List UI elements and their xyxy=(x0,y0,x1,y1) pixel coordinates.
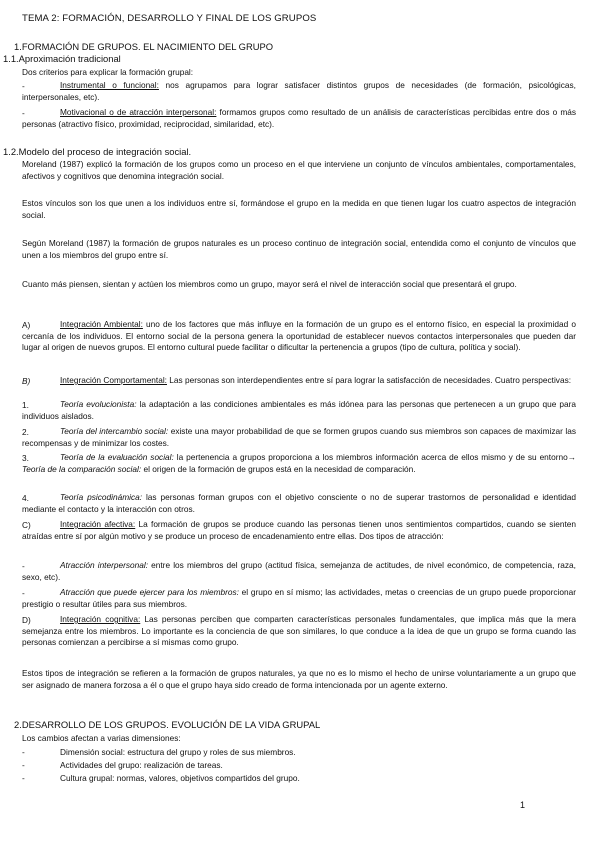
paragraph-formacion-natural: Según Moreland (1987) la formación de grupos naturales es un proceso continuo de integración social, entendida como el conjunto de vínculos que unen a los miembros del grupo entre sí. xyxy=(22,238,576,260)
teoria-evaluacion-social: Teoría de la evaluación social: la pertenencia a grupos proporciona a los miembros información acerca de ellos mismo y de su entorno→ Teoría de la comparación social: el origen de la formación de grupos está en la necesidad de comparación. xyxy=(22,452,576,474)
list-item: Dimensión social: estructura del grupo y roles de sus miembros. xyxy=(60,747,296,757)
teoria-intercambio-social: Teoría del intercambio social: existe una mayor probabilidad de que se formen grupos cuando sus miembros son capaces de maximizar las recompensas y de minimizar los costes. xyxy=(22,426,577,448)
teoria-evolucionista: Teoría evolucionista: la adaptación a las condiciones ambientales es más idónea para las personas que pertenecen a un grupo que para individuos aislados. xyxy=(22,399,576,421)
bullet-dash: - xyxy=(22,108,25,118)
section-1-1-intro: Dos criterios para explicar la formación grupal: xyxy=(22,67,194,77)
atraccion-interpersonal: Atracción interpersonal: entre los miembros del grupo (actitud física, semejanza de actitudes, de nivel económico, de competencia, raza, sexo, etc). xyxy=(22,560,576,582)
section-2-heading: 2.DESARROLLO DE LOS GRUPOS. EVOLUCIÓN DE LA VIDA GRUPAL xyxy=(14,719,321,730)
perspective-number: 2. xyxy=(22,427,29,437)
perspective-number: 3. xyxy=(22,453,29,463)
paragraph-tipos-integracion: Estos tipos de integración se refieren a la formación de grupos naturales, ya que no es lo mismo el hecho de unirse voluntariamente a un grupo que ser asignado de manera forzosa a él o que el grupo haya sido creado de forma intencionada por un agente externo. xyxy=(22,668,576,690)
page-number: 1 xyxy=(520,800,526,810)
perspective-number: 4. xyxy=(22,493,29,503)
teoria-psicodinamica: Teoría psicodinámica: las personas forman grupos con el objetivo consciente o no de superar trastornos de personalidad e identidad mediante el contacto y la interacción con otros. xyxy=(22,492,576,514)
bullet-dash: - xyxy=(22,760,25,770)
paragraph-interaccion: Cuanto más piensen, sientan y actúen los miembros como un grupo, mayor será el nivel de interacción social que presentará el grupo. xyxy=(22,279,517,289)
integracion-afectiva: Integración afectiva: La formación de grupos se produce cuando las personas tienen unos sentimientos compartidos, cuando se sienten atraídas entre sí por algún motivo y se produce un proceso de encadenamiento entre ellas. Dos tipos de atracción: xyxy=(22,519,576,541)
criterion-motivacional: Motivacional o de atracción interpersonal: formamos grupos como resultado de un análisis de características percibidas entre dos o más personas (atractivo físico, proximidad, reciprocidad, similaridad, etc). xyxy=(22,107,576,129)
bullet-dash: - xyxy=(22,81,25,91)
bullet-dash: - xyxy=(22,747,25,757)
integracion-ambiental: Integración Ambiental: uno de los factores que más influye en la formación de un grupo es el entorno físico, en especial la proximidad o cercanía de los individuos. El entorno social de la persona genera la oportunidad de establecer nuevos contactos interpersonales que pueden dar lugar al origen de nuevos grupos. El entorno cultural puede facilitar o dificultar la pertenencia a grupos (tipo de cultura, política y social). xyxy=(22,319,576,353)
section-1-heading: 1.FORMACIÓN DE GRUPOS. EL NACIMIENTO DEL GRUPO xyxy=(14,41,274,52)
section-1-1-heading: 1.1.Aproximación tradicional xyxy=(3,53,121,64)
integracion-comportamental: Integración Comportamental: Las personas son interdependientes entre sí para lograr la satisfacción de necesidades. Cuatro perspectivas: xyxy=(60,375,572,385)
atraccion-grupo: Atracción que puede ejercer para los miembros: el grupo en sí mismo; las actividades, metas o creencias de un grupo puede proporcionar prestigio o resultar útiles para sus miembros. xyxy=(22,587,576,609)
item-label-c: C) xyxy=(22,520,31,530)
section-2-intro: Los cambios afectan a varias dimensiones: xyxy=(22,733,181,743)
item-label-a: A) xyxy=(22,320,31,330)
integracion-cognitiva: Integración cognitiva: Las personas perciben que comparten características personales fundamentales, que implica más que la mera semejanza entre los miembros. Lo importante es la conciencia de que son similares, lo que conduce a la idea de que un grupo se forma cuando las personas comienzan a percibirse a sí mismas como grupo. xyxy=(22,614,576,648)
term-instrumental: Instrumental o funcional: xyxy=(60,80,159,90)
item-label-b: B) xyxy=(22,376,31,386)
item-label-d: D) xyxy=(22,615,31,625)
bullet-dash: - xyxy=(22,588,25,598)
criterion-instrumental: Instrumental o funcional: nos agrupamos para lograr satisfacer distintos grupos de necesidades (de formación, psicológicas, interpersonales, etc). xyxy=(22,80,576,102)
document-title: TEMA 2: FORMACIÓN, DESARROLLO Y FINAL DE LOS GRUPOS xyxy=(22,13,317,24)
bullet-dash: - xyxy=(22,773,25,783)
paragraph-vinculos: Estos vínculos son los que unen a los individuos entre sí, formándose el grupo en la medida en que tienen lugar los cuatro aspectos de integración social. xyxy=(22,198,576,220)
bullet-dash: - xyxy=(22,561,25,571)
list-item: Cultura grupal: normas, valores, objetivos compartidos del grupo. xyxy=(60,773,300,783)
list-item: Actividades del grupo: realización de tareas. xyxy=(60,760,223,770)
term-motivacional: Motivacional o de atracción interpersonal: xyxy=(60,107,217,117)
perspective-number: 1. xyxy=(22,400,29,410)
paragraph-moreland: Moreland (1987) explicó la formación de los grupos como un proceso en el que interviene un conjunto de vínculos ambientales, comportamentales, afectivos y cognitivos que denomina integración social. xyxy=(22,159,576,181)
section-1-2-heading: 1.2.Modelo del proceso de integración social. xyxy=(3,146,192,157)
